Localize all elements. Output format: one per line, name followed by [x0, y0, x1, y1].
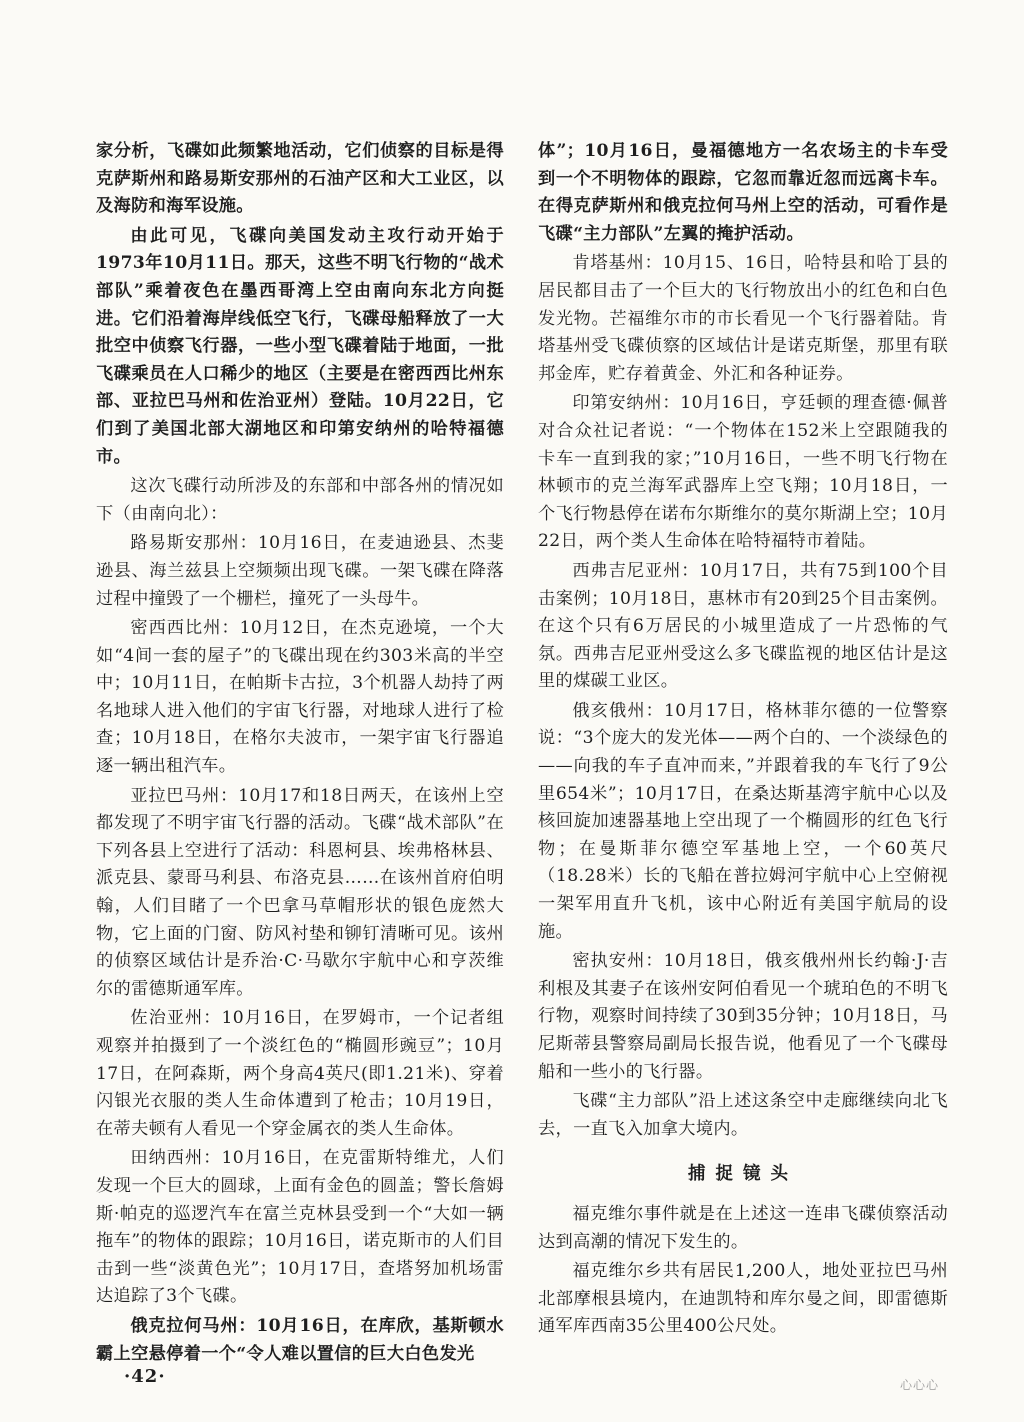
paragraph: 西弗吉尼亚州：10月17日，共有75到100个目击案例；10月18日，惠林市有20到25个目击案例。在这个只有6万居民的小城里造成了一片恐怖的气氛。西弗吉尼亚州受这么多飞碟监视的地区估计是这里的煤碳工业区。 — [538, 560, 948, 692]
library-stamp: 心心心 — [900, 1378, 940, 1392]
paragraph: 路易斯安那州：10月16日，在麦迪逊县、杰斐逊县、海兰兹县上空频频出现飞碟。一架飞碟在降落过程中撞毁了一个栅栏，撞死了一头母牛。 — [96, 533, 504, 609]
paragraph: 飞碟“主力部队”沿上述这条空中走廊继续向北飞去，一直飞入加拿大境内。 — [538, 1091, 948, 1139]
paragraph: 家分析，飞碟如此频繁地活动，它们侦察的目标是得克萨斯州和路易斯安那州的石油产区和大工业区，以及海防和海军设施。 — [96, 141, 504, 217]
paragraph: 体”；10月16日，曼福德地方一名农场主的卡车受到一个不明物体的跟踪，它忽而靠近忽而远离卡车。在得克萨斯州和俄克拉何马州上空的活动，可看作是飞碟“主力部队”左翼的掩护活动。 — [538, 141, 948, 244]
right-column — [538, 138, 948, 1343]
paragraph: 福克维尔乡共有居民1,200人，地处亚拉巴马州北部摩根县境内，在迪凯特和库尔曼之间，即雷德斯通军库西南35公里400公尺处。 — [538, 1261, 948, 1337]
page-number: ·42· — [124, 1366, 166, 1387]
paragraph: 密西西比州：10月12日，在杰克逊境，一个大如“4间一套的屋子”的飞碟出现在约303米高的半空中；10月11日，在帕斯卡古拉，3个机器人劫持了两名地球人进入他们的宇宙飞行器，对地球人进行了检查；10月18日，在格尔夫波市，一架宇宙飞行器追逐一辆出租汽车。 — [96, 618, 504, 777]
left-column — [96, 138, 504, 1370]
paragraph: 肯塔基州：10月15、16日，哈特县和哈丁县的居民都目击了一个巨大的飞行物放出小的红色和白色发光物。芒福维尔市的市长看见一个飞行器着陆。肯塔基州受飞碟侦察的区域估计是诺克斯堡，那里有联邦金库，贮存着黄金、外汇和各种证券。 — [538, 253, 948, 384]
paragraph: 福克维尔事件就是在上述这一连串飞碟侦察活动达到高潮的情况下发生的。 — [538, 1203, 948, 1252]
paragraph: 由此可见，飞碟向美国发动主攻行动开始于1973年10月11日。那天，这些不明飞行物的“战术部队”乘着夜色在墨西哥湾上空由南向东北方向挺进。它们沿着海岸线低空飞行，飞碟母船释放了一大批空中侦察飞行器，一些小型飞碟着陆于地面，一批飞碟乘员在人口稀少的地区（主要是在密西西比州东部、亚拉巴马州和佐治亚州）登陆。10月22日，它们到了美国北部大湖地区和印第安纳州的哈特福德市。 — [96, 225, 504, 467]
paragraph: 密执安州：10月18日，俄亥俄州州长约翰·J·吉利根及其妻子在该州安阿伯看见一个琥珀色的不明飞行物，观察时间持续了30到35分钟；10月18日，马尼斯蒂县警察局副局长报告说，他看见了一个飞碟母船和一些小的飞行器。 — [538, 951, 948, 1082]
paragraph: 俄亥俄州：10月17日，格林菲尔德的一位警察说：“3个庞大的发光体——两个白的、一个淡绿色的——向我的车子直冲而来，”并跟着我的车飞行了9公里654米”；10月17日，在桑达斯基湾宇航中心以及核回旋加速器基地上空出现了一个椭圆形的红色飞行物；在曼斯菲尔德空军基地上空，一个60英尺（18.28米）长的飞船在普拉姆河宇航中心上空俯视一架军用直升飞机，该中心附近有美国宇航局的设施。 — [538, 700, 948, 942]
paragraph: 佐治亚州：10月16日，在罗姆市，一个记者组观察并拍摄到了一个淡红色的“椭圆形豌豆”；10月17日，在阿森斯，两个身高4英尺(即1.21米)、穿着闪银光衣服的类人生命体遭到了枪击；10月19日，在蒂夫顿有人看见一个穿金属衣的类人生命体。 — [96, 1008, 504, 1139]
paragraph: 印第安纳州：10月16日，亨廷顿的理查德·佩普对合众社记者说：“一个物体在152米上空跟随我的卡车一直到我的家；”10月16日，一些不明飞行物在林顿市的克兰海军武器库上空飞翔；10月18日，一个飞行物悬停在诺布尔斯维尔的莫尔斯湖上空；10月22日，两个类人生命体在哈特福特市着陆。 — [538, 393, 948, 552]
paragraph: 亚拉巴马州：10月17和18日两天，在该州上空都发现了不明宇宙飞行器的活动。飞碟“战术部队”在下列各县上空进行了活动：科恩柯县、埃弗格林县、派克县、蒙哥马利县、布洛克县……在该州首府伯明翰，人们目睹了一个巴拿马草帽形状的银色庞然大物，它上面的门窗、防风衬垫和铆钉清晰可见。该州的侦察区域估计是乔治·C·马歇尔宇航中心和亨茨维尔的雷德斯通军库。 — [96, 785, 504, 999]
paragraph: 俄克拉何马州：10月16日，在库欣，基斯顿水霸上空悬停着一个“令人难以置信的巨大白色发光 — [96, 1315, 504, 1364]
section-heading: 捕捉镜头 — [688, 1164, 798, 1185]
paragraph: 田纳西州：10月16日，在克雷斯特维尤，人们发现一个巨大的圆球，上面有金色的圆盖；警长詹姆斯·帕克的巡逻汽车在富兰克林县受到一个“大如一辆拖车”的物体的跟踪；10月16日，诺克斯市的人们目击到一些“淡黄色光”；10月17日，查塔努加机场雷达追踪了3个飞碟。 — [96, 1148, 504, 1307]
paragraph: 这次飞碟行动所涉及的东部和中部各州的情况如下（由南向北）： — [96, 476, 504, 524]
